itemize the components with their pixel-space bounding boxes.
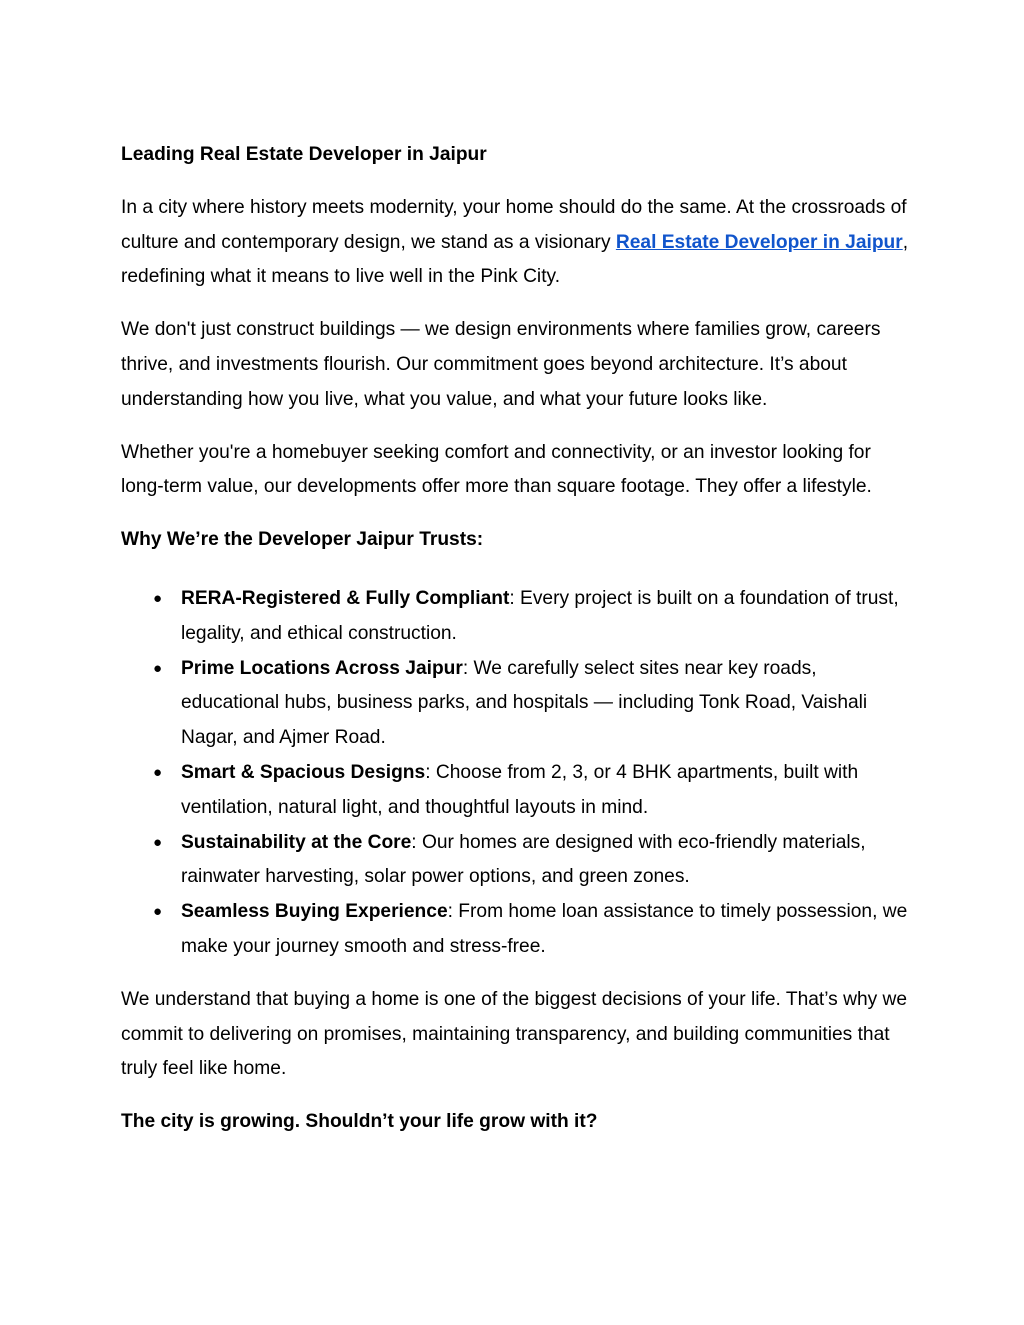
list-item [121,826,911,896]
list-item-text: : We carefully select sites near key roads, educational hubs, business parks, and hospitals — including Tonk Road, Vaishali Nagar, and Ajmer Road. [181,657,868,749]
list-item-title: RERA-Registered & Fully Compliant [181,587,510,609]
paragraph-homebuyer: Whether you're a homebuyer seeking comfort and connectivity, or an investor looking for long-term value, our developments offer more than square footage. They offer a lifestyle. [121,441,872,498]
list-item [121,756,911,826]
paragraph-commitment: We don't just construct buildings — we design environments where families grow, careers thrive, and investments flourish. Our commitment goes beyond architecture. It’s about understanding how you live, what you value, and what your future looks like. [121,319,881,410]
list-item-text: : Choose from 2, 3, or 4 BHK apartments, built with ventilation, natural light, and thoughtful layouts in mind. [181,761,859,818]
list-item-text: : Our homes are designed with eco-friendly materials, rainwater harvesting, solar power options, and green zones. [181,831,866,888]
paragraph-understanding: We understand that buying a home is one of the biggest decisions of your life. That’s why we commit to delivering on promises, maintaining transparency, and building communities that truly feel like home. [121,988,908,1080]
list-item [121,582,911,652]
intro-paragraph [121,191,911,295]
list-item-title: Sustainability at the Core [181,831,412,853]
bullet-icon: ● [153,903,163,921]
document-body [121,138,911,1158]
list-item-text: : From home loan assistance to timely possession, we make your journey smooth and stress-free. [181,901,908,957]
bullet-icon: ● [153,659,163,677]
bullet-icon: ● [153,763,163,781]
intro-text-before: In a city where history meets modernity, your home should do the same. At the crossroads of culture and contemporary design, we stand as a visionary [121,196,907,253]
closing-heading: The city is growing. Shouldn’t your life grow with it? [121,1111,598,1133]
page-title: Leading Real Estate Developer in Jaipur [121,144,487,165]
section-heading-why: Why We’re the Developer Jaipur Trusts: [121,529,484,551]
feature-list [121,576,911,965]
intro-text-after: , redefining what it means to live well in the Pink City. [121,231,909,288]
list-item-title: Smart & Spacious Designs [181,761,426,783]
list-item-title: Seamless Buying Experience [181,901,448,923]
list-item-title: Prime Locations Across Jaipur [181,657,463,679]
list-item [121,895,911,965]
list-item [121,652,911,756]
list-item-text: : Every project is built on a foundation of trust, legality, and ethical construction. [181,587,899,644]
developer-link[interactable]: Real Estate Developer in Jaipur [615,231,903,253]
bullet-icon: ● [153,833,163,851]
bullet-icon: ● [153,589,163,607]
